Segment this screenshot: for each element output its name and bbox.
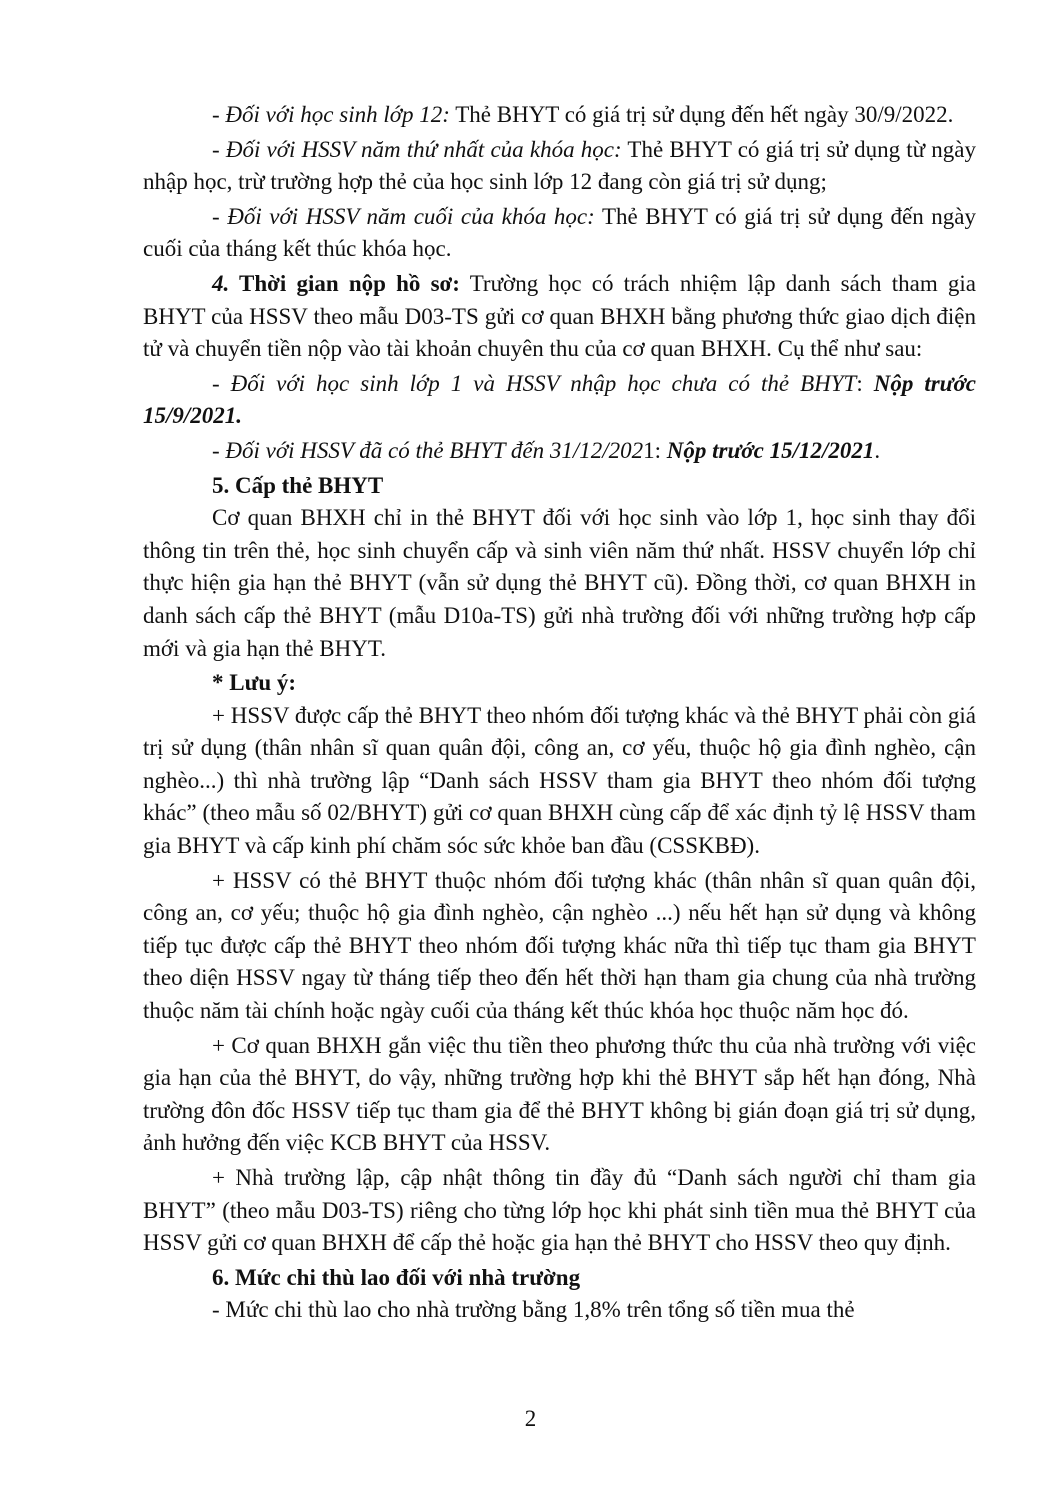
page-number: 2: [524, 1406, 537, 1431]
paragraph-note-1: + HSSV được cấp thẻ BHYT theo nhóm đối tượng khác và thẻ BHYT phải còn giá trị sử dụng (thân nhân sĩ quan quân đội, công an, cơ yếu, thuộc hộ gia đình nghèo, cận nghèo...) thì nhà trường lập “Danh sách HSSV tham gia BHYT theo nhóm đối tượng khác” (theo mẫu số 02/BHYT) gửi cơ quan BHXH cùng cấp để xác định tỷ lệ HSSV tham gia BHYT và cấp kinh phí chăm sóc sức khỏe ban đầu (CSSKBĐ).: [143, 702, 976, 859]
paragraph-text: Trường học có trách nhiệm lập danh sách tham gia BHYT của HSSV theo mẫu D03-TS gửi cơ quan BHXH bằng phương thức giao dịch điện tử và chuyển tiền nộp vào tài khoản chuyên thu của cơ quan BHXH. Cụ thể như sau:: [143, 270, 977, 362]
heading-card-issue: 5. Cấp thẻ BHYT: [212, 472, 384, 498]
paragraph-text: Thẻ BHYT có giá trị sử dụng đến ngày cuối của tháng kết thúc khóa học.: [143, 203, 976, 262]
page-content: [143, 99, 976, 1327]
paragraph-card-issue: Cơ quan BHXH chỉ in thẻ BHYT đối với học sinh vào lớp 1, học sinh thay đổi thông tin trên thẻ, học sinh chuyển cấp và sinh viên năm thứ nhất. HSSV chuyển lớp chỉ thực hiện gia hạn thẻ BHYT (vẫn sử dụng thẻ BHYT cũ). Đồng thời, cơ quan BHXH in danh sách cấp thẻ BHYT (mẫu D10a-TS) gửi nhà trường đối với những trường hợp cấp mới và gia hạn thẻ BHYT.: [143, 505, 976, 661]
paragraph-remuneration: - Mức chi thù lao cho nhà trường bằng 1,8% trên tổng số tiền mua thẻ: [212, 1297, 855, 1323]
paragraph-note-3: + Cơ quan BHXH gắn việc thu tiền theo phương thức thu của nhà trường với việc gia hạn của thẻ BHYT, do vậy, những trường hợp khi thẻ BHYT sắp hết hạn đóng, Nhà trường đôn đốc HSSV tiếp tục tham gia để thẻ BHYT không bị gián đoạn giá trị sử dụng, ảnh hưởng đến việc KCB BHYT của HSSV.: [143, 1032, 976, 1156]
italic-label: - Đối với học sinh lớp 1 và HSSV nhập học chưa có thẻ BHYT: [212, 370, 857, 396]
separator: 1:: [643, 437, 667, 463]
paragraph-note-4: + Nhà trường lập, cập nhật thông tin đầy đủ “Danh sách người chỉ tham gia BHYT” (theo mẫu D03-TS) riêng cho từng lớp học khi phát sinh tiền mua thẻ BHYT của HSSV gửi cơ quan BHXH để cấp thẻ hoặc gia hạn thẻ BHYT cho HSSV theo quy định.: [143, 1165, 976, 1256]
paragraph-text: Thẻ BHYT có giá trị sử dụng từ ngày nhập học, trừ trường hợp thẻ của học sinh lớp 12 đang còn giá trị sử dụng;: [143, 136, 977, 195]
deadline: Nộp trước 15/12/2021: [666, 437, 875, 463]
deadline: Nộp trước 15/9/2021.: [143, 370, 977, 429]
italic-label: - Đối với HSSV năm thứ nhất của khóa học:: [212, 136, 622, 162]
period: .: [874, 437, 881, 463]
paragraph-note-2: + HSSV có thẻ BHYT thuộc nhóm đối tượng khác (thân nhân sĩ quan quân đội, công an, cơ yếu; thuộc hộ gia đình nghèo, cận nghèo ...) nếu hết hạn sử dụng và không tiếp tục được cấp thẻ BHYT theo nhóm đối tượng khác nữa thì tiếp tục tham gia BHYT theo diện HSSV ngay từ tháng tiếp theo đến hết thời hạn tham gia chung của nhà trường thuộc năm tài chính hoặc ngày cuối của tháng kết thúc khóa học thuộc năm học đó.: [143, 867, 976, 1024]
italic-label: - Đối với HSSV năm cuối của khóa học:: [212, 203, 595, 229]
section-title: Thời gian nộp hồ sơ:: [229, 270, 460, 296]
heading-remuneration: 6. Mức chi thù lao đối với nhà trường: [212, 1264, 581, 1290]
heading-note: * Lưu ý:: [212, 670, 297, 696]
paragraph-submission-time: [143, 268, 976, 366]
separator: :: [856, 370, 874, 396]
paragraph-submission-item-2: [143, 435, 976, 468]
paragraph-text: Thẻ BHYT có giá trị sử dụng đến hết ngày 30/9/2022.: [449, 102, 954, 127]
paragraph-submission-item-1: [143, 368, 976, 433]
italic-label: - Đối với HSSV đã có thẻ BHYT đến 31/12/202: [212, 437, 644, 463]
paragraph-grade12-validity: [143, 99, 976, 132]
section-number: 4.: [212, 270, 230, 296]
italic-label: - Đối với học sinh lớp 12:: [212, 102, 450, 127]
paragraph-final-year-validity: [143, 201, 976, 266]
paragraph-first-year-validity: [143, 134, 976, 199]
